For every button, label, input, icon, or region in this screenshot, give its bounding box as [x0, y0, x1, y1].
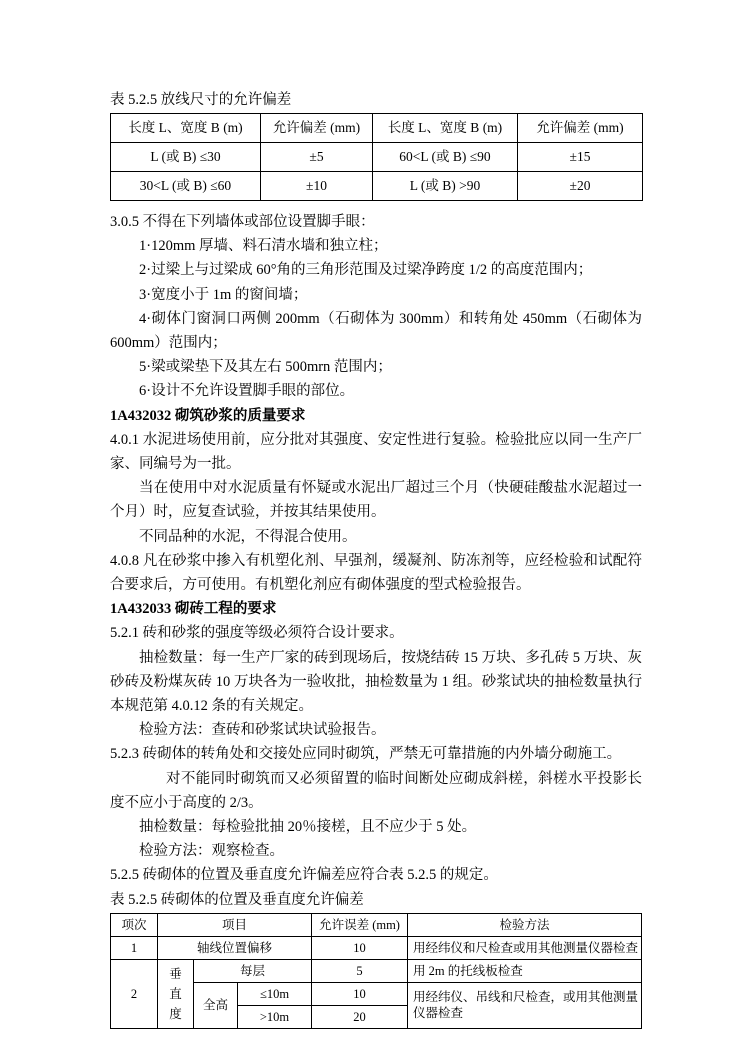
setting-out-deviation-table: [110, 113, 643, 201]
table-row: [111, 172, 643, 201]
table-header-cell: 项次: [111, 913, 158, 936]
paragraph: 不同品种的水泥，不得混合使用。: [139, 528, 357, 545]
table-header-row: [111, 913, 642, 936]
table-cell: 60<L (或 B) ≤90: [373, 143, 518, 172]
table-cell: ±5: [261, 143, 373, 172]
list-item: 4·砌体门窗洞口两侧 200mm（石砌体为 300mm）和转角处 450mm（石砌体为 600mm）范围内；: [110, 310, 642, 352]
table-cell: >10m: [238, 1005, 312, 1028]
paragraph: 检验方法：观察检查。: [139, 843, 284, 860]
table-caption: 表 5.2.5 砖砌体的位置及垂直度允许偏差: [110, 891, 364, 908]
list-item: 1·120mm 厚墙、料石清水墙和独立柱；: [139, 238, 388, 255]
table-cell: 10: [312, 936, 408, 959]
table-cell: 10: [312, 982, 408, 1005]
section-heading: 1A432032 砌筑砂浆的质量要求: [110, 407, 306, 424]
list-item: 3·宽度小于 1m 的窗间墙；: [139, 286, 308, 303]
table-header-cell: 长度 L、宽度 B (m): [111, 114, 261, 143]
table-header-cell: 长度 L、宽度 B (m): [373, 114, 518, 143]
table-header-cell: 允许误差 (mm): [312, 913, 408, 936]
table-cell: ±15: [518, 143, 643, 172]
table-cell: 用经纬仪、吊线和尺检查，或用其他测量仪器检查: [408, 982, 642, 1028]
table-cell: 1: [111, 936, 158, 959]
paragraph: 3.0.5 不得在下列墙体或部位设置脚手眼：: [110, 214, 375, 230]
list-item: 2·过梁上与过梁成 60°角的三角形范围及过梁净跨度 1/2 的高度范围内；: [139, 262, 593, 279]
table-header-cell: 检验方法: [408, 913, 642, 936]
table-cell: 垂直度: [158, 959, 194, 1028]
table-cell: 20: [312, 1005, 408, 1028]
table-cell: 5: [312, 959, 408, 982]
paragraph: 抽检数量：每一生产厂家的砖到现场后，按烧结砖 15 万块、多孔砖 5 万块、灰砂砖及粉煤灰砖 10 万块各为一验收批，抽检数量为 1 组。砂浆试块的抽检数量执行本规范第 4.0.12 条的有关规定。: [110, 649, 642, 715]
table-header-cell: 项目: [158, 913, 312, 936]
section-heading: 1A432033 砌砖工程的要求: [110, 601, 277, 618]
table-cell: ±10: [261, 172, 373, 201]
table-cell: 用 2m 的托线板检查: [408, 959, 642, 982]
table-cell: ≤10m: [238, 982, 312, 1005]
list-item: 5·梁或梁垫下及其左右 500mrn 范围内；: [139, 359, 392, 376]
table-cell: 用经纬仪和尺检查或用其他测量仪器检查: [408, 936, 642, 959]
paragraph: 5.2.1 砖和砂浆的强度等级必须符合设计要求。: [110, 625, 404, 642]
table-cell: 轴线位置偏移: [158, 936, 312, 959]
paragraph: 检验方法：查砖和砂浆试块试验报告。: [139, 722, 386, 739]
table-cell: ±20: [518, 172, 643, 201]
table-header-cell: 允许偏差 (mm): [261, 114, 373, 143]
paragraph: 5.2.5 砖砌体的位置及垂直度允许偏差应符合表 5.2.5 的规定。: [110, 867, 498, 884]
table-cell: L (或 B) >90: [373, 172, 518, 201]
table-header-row: [111, 114, 643, 143]
paragraph: 对不能同时砌筑而又必须留置的临时间断处应砌成斜槎，斜槎水平投影长度不应小于高度的 2/3。: [110, 770, 642, 811]
table-caption: 表 5.2.5 放线尺寸的允许偏差: [110, 92, 292, 108]
table-cell: 30<L (或 B) ≤60: [111, 172, 261, 201]
table-cell: 2: [111, 959, 158, 1028]
table-cell: 每层: [194, 959, 312, 982]
table-row: [111, 959, 642, 982]
table-header-cell: 允许偏差 (mm): [518, 114, 643, 143]
list-item: 6·设计不允许设置脚手眼的部位。: [139, 383, 355, 400]
table-row: [111, 143, 643, 172]
paragraph: 当在使用中对水泥质量有怀疑或水泥出厂超过三个月（快硬硅酸盐水泥超过一个月）时，应复查试验，并按其结果使用。: [110, 480, 642, 521]
table-row: [111, 936, 642, 959]
document-body: [110, 88, 642, 1031]
paragraph: 5.2.3 砖砌体的转角处和交接处应同时砌筑，严禁无可靠措施的内外墙分砌施工。: [110, 746, 622, 763]
table-cell: L (或 B) ≤30: [111, 143, 261, 172]
paragraph: 4.0.1 水泥进场使用前，应分批对其强度、安定性进行复验。检验批应以同一生产厂家、同编号为一批。: [110, 431, 642, 473]
paragraph: 4.0.8 凡在砂浆中掺入有机塑化剂、早强剂，缓凝剂、防冻剂等，应经检验和试配符合要求后，方可使用。有机塑化剂应有砌体强度的型式检验报告。: [110, 552, 642, 594]
paragraph: 抽检数量：每检验批抽 20％接槎，且不应少于 5 处。: [139, 819, 477, 836]
position-verticality-deviation-table: [110, 913, 642, 1029]
table-cell: 全高: [194, 982, 238, 1028]
